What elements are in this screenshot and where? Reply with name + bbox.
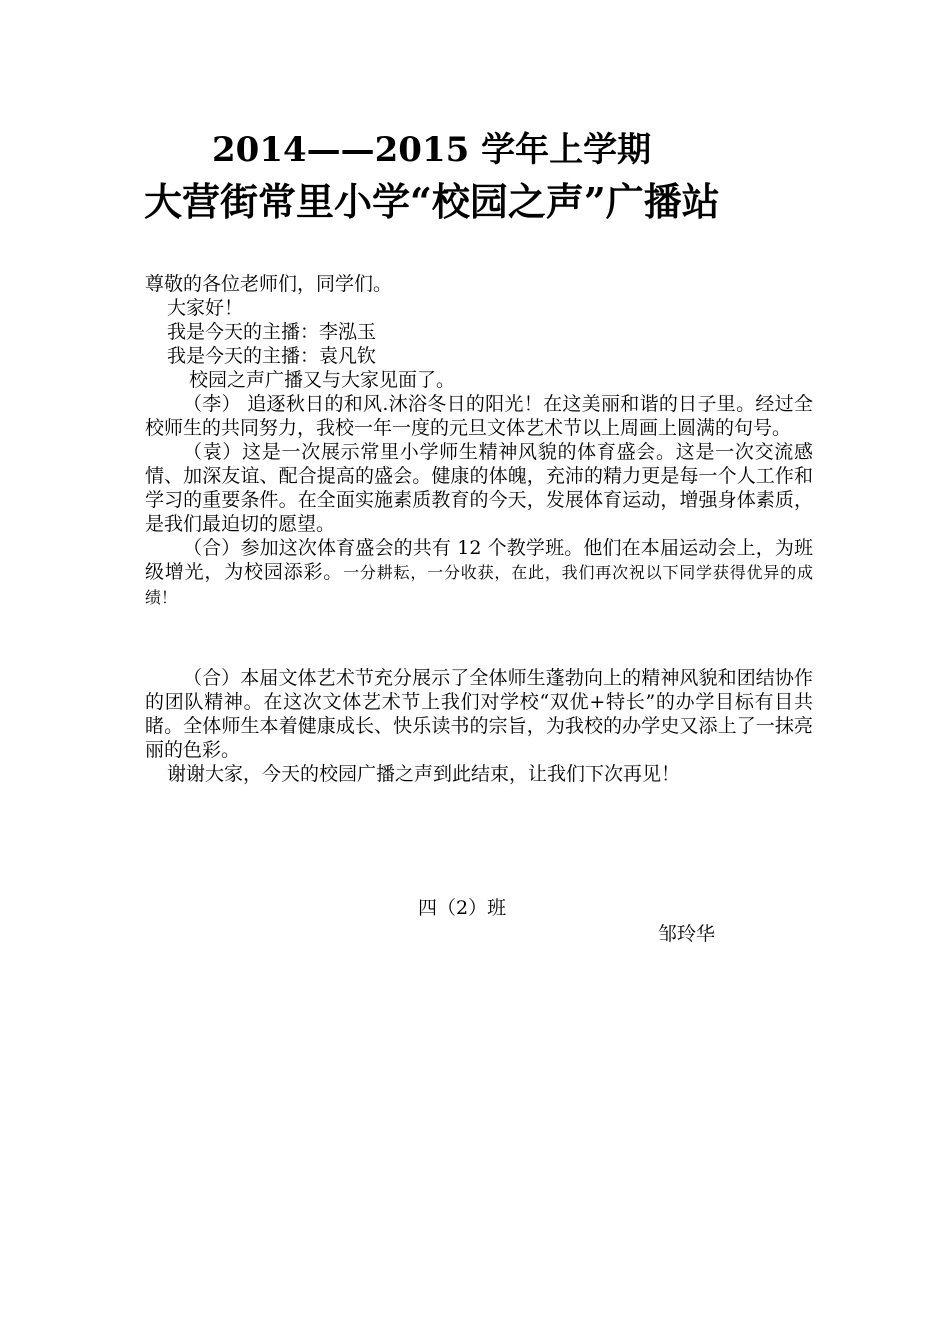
- broadcast-script: [145, 272, 813, 786]
- class-name: 四（2）班: [418, 897, 507, 919]
- document-title-term: 2014——2015 学年上学期: [212, 130, 652, 170]
- paragraph-he-1: [145, 536, 813, 610]
- blank-gap: [145, 610, 813, 666]
- host-line-li: 我是今天的主播：李泓玉: [167, 321, 377, 343]
- hello-line: 大家好！: [167, 297, 244, 319]
- paragraph-he-1-tail: 一分耕耘，一分收获，在此，我们再次祝以下同学获得优异的成绩！: [145, 563, 813, 607]
- closing-line: 谢谢大家，今天的校园广播之声到此结束，让我们下次再见！: [167, 763, 681, 785]
- host-line-yuan: 我是今天的主播：袁凡钦: [167, 345, 377, 367]
- paragraph-yuan: （袁）这是一次展示常里小学师生精神风貌的体育盛会。这是一次交流感情、加深友谊、配合提高的盛会。健康的体魄，充沛的精力更是每一个人工作和学习的重要条件。在全面实施素质教育的今天，发展体育运动，增强身体素质，是我们最迫切的愿望。: [145, 441, 813, 535]
- document-title-station: 大营街常里小学“校园之声”广播站: [144, 179, 720, 224]
- paragraph-he-2: （合）本届文体艺术节充分展示了全体师生蓬勃向上的精神风貌和团结协作的团队精神。在这次文体艺术节上我们对学校“双优+特长”的办学目标有目共睹。全体师生本着健康成长、快乐读书的宗旨，为我校的办学史又添上了一抹亮丽的色彩。: [145, 667, 813, 761]
- intro-line: 校园之声广播又与大家见面了。: [189, 369, 456, 391]
- author-name: 邹玲华: [658, 923, 716, 945]
- greeting-line: 尊敬的各位老师们，同学们。: [145, 273, 393, 295]
- paragraph-he-1-main: （合）参加这次体育盛会的共有 12 个教学班。他们在本届运动会上，为班级增光，为校园添彩。: [145, 537, 813, 583]
- paragraph-li: （李） 追逐秋日的和风.沐浴冬日的阳光！在这美丽和谐的日子里。经过全校师生的共同努力，我校一年一度的元旦文体艺术节以上周画上圆满的句号。: [145, 393, 813, 439]
